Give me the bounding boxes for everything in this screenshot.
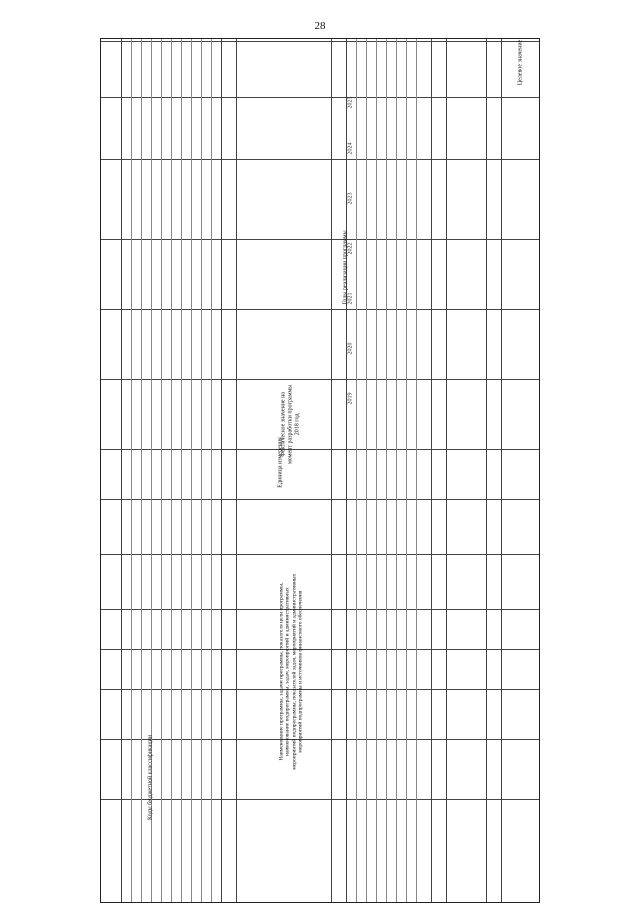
budget-program-table xyxy=(100,38,540,903)
year-2022: 2022 xyxy=(347,242,354,255)
year-2021: 2021 xyxy=(347,292,354,305)
year-2024: 2024 xyxy=(347,142,354,155)
year-2020: 2020 xyxy=(347,342,354,355)
unit-header: Единица измерения xyxy=(277,437,284,488)
fact-header: Фактическое значение на момент разработки программы 2018 год xyxy=(280,384,301,465)
program-name-header: Наименование программы, задачи программы, показателя цели программы, наименование подпрограммы, задач, мероприятий и административных мероприятий подпрограммы, показателей задач, мероприятий и административных мероприятий подпрограммы и источников финансового обеспечения xyxy=(278,573,304,770)
year-2023: 2023 xyxy=(347,192,354,205)
years-header: Годы реализации программы xyxy=(342,230,349,305)
year-2025: 2025 xyxy=(347,96,354,109)
year-2019: 2019 xyxy=(347,392,354,405)
budget-classification-header: Коды бюджетной классификации xyxy=(147,734,154,820)
page-number: 28 xyxy=(314,20,326,32)
target-value-header: Целевое значение xyxy=(517,39,524,86)
